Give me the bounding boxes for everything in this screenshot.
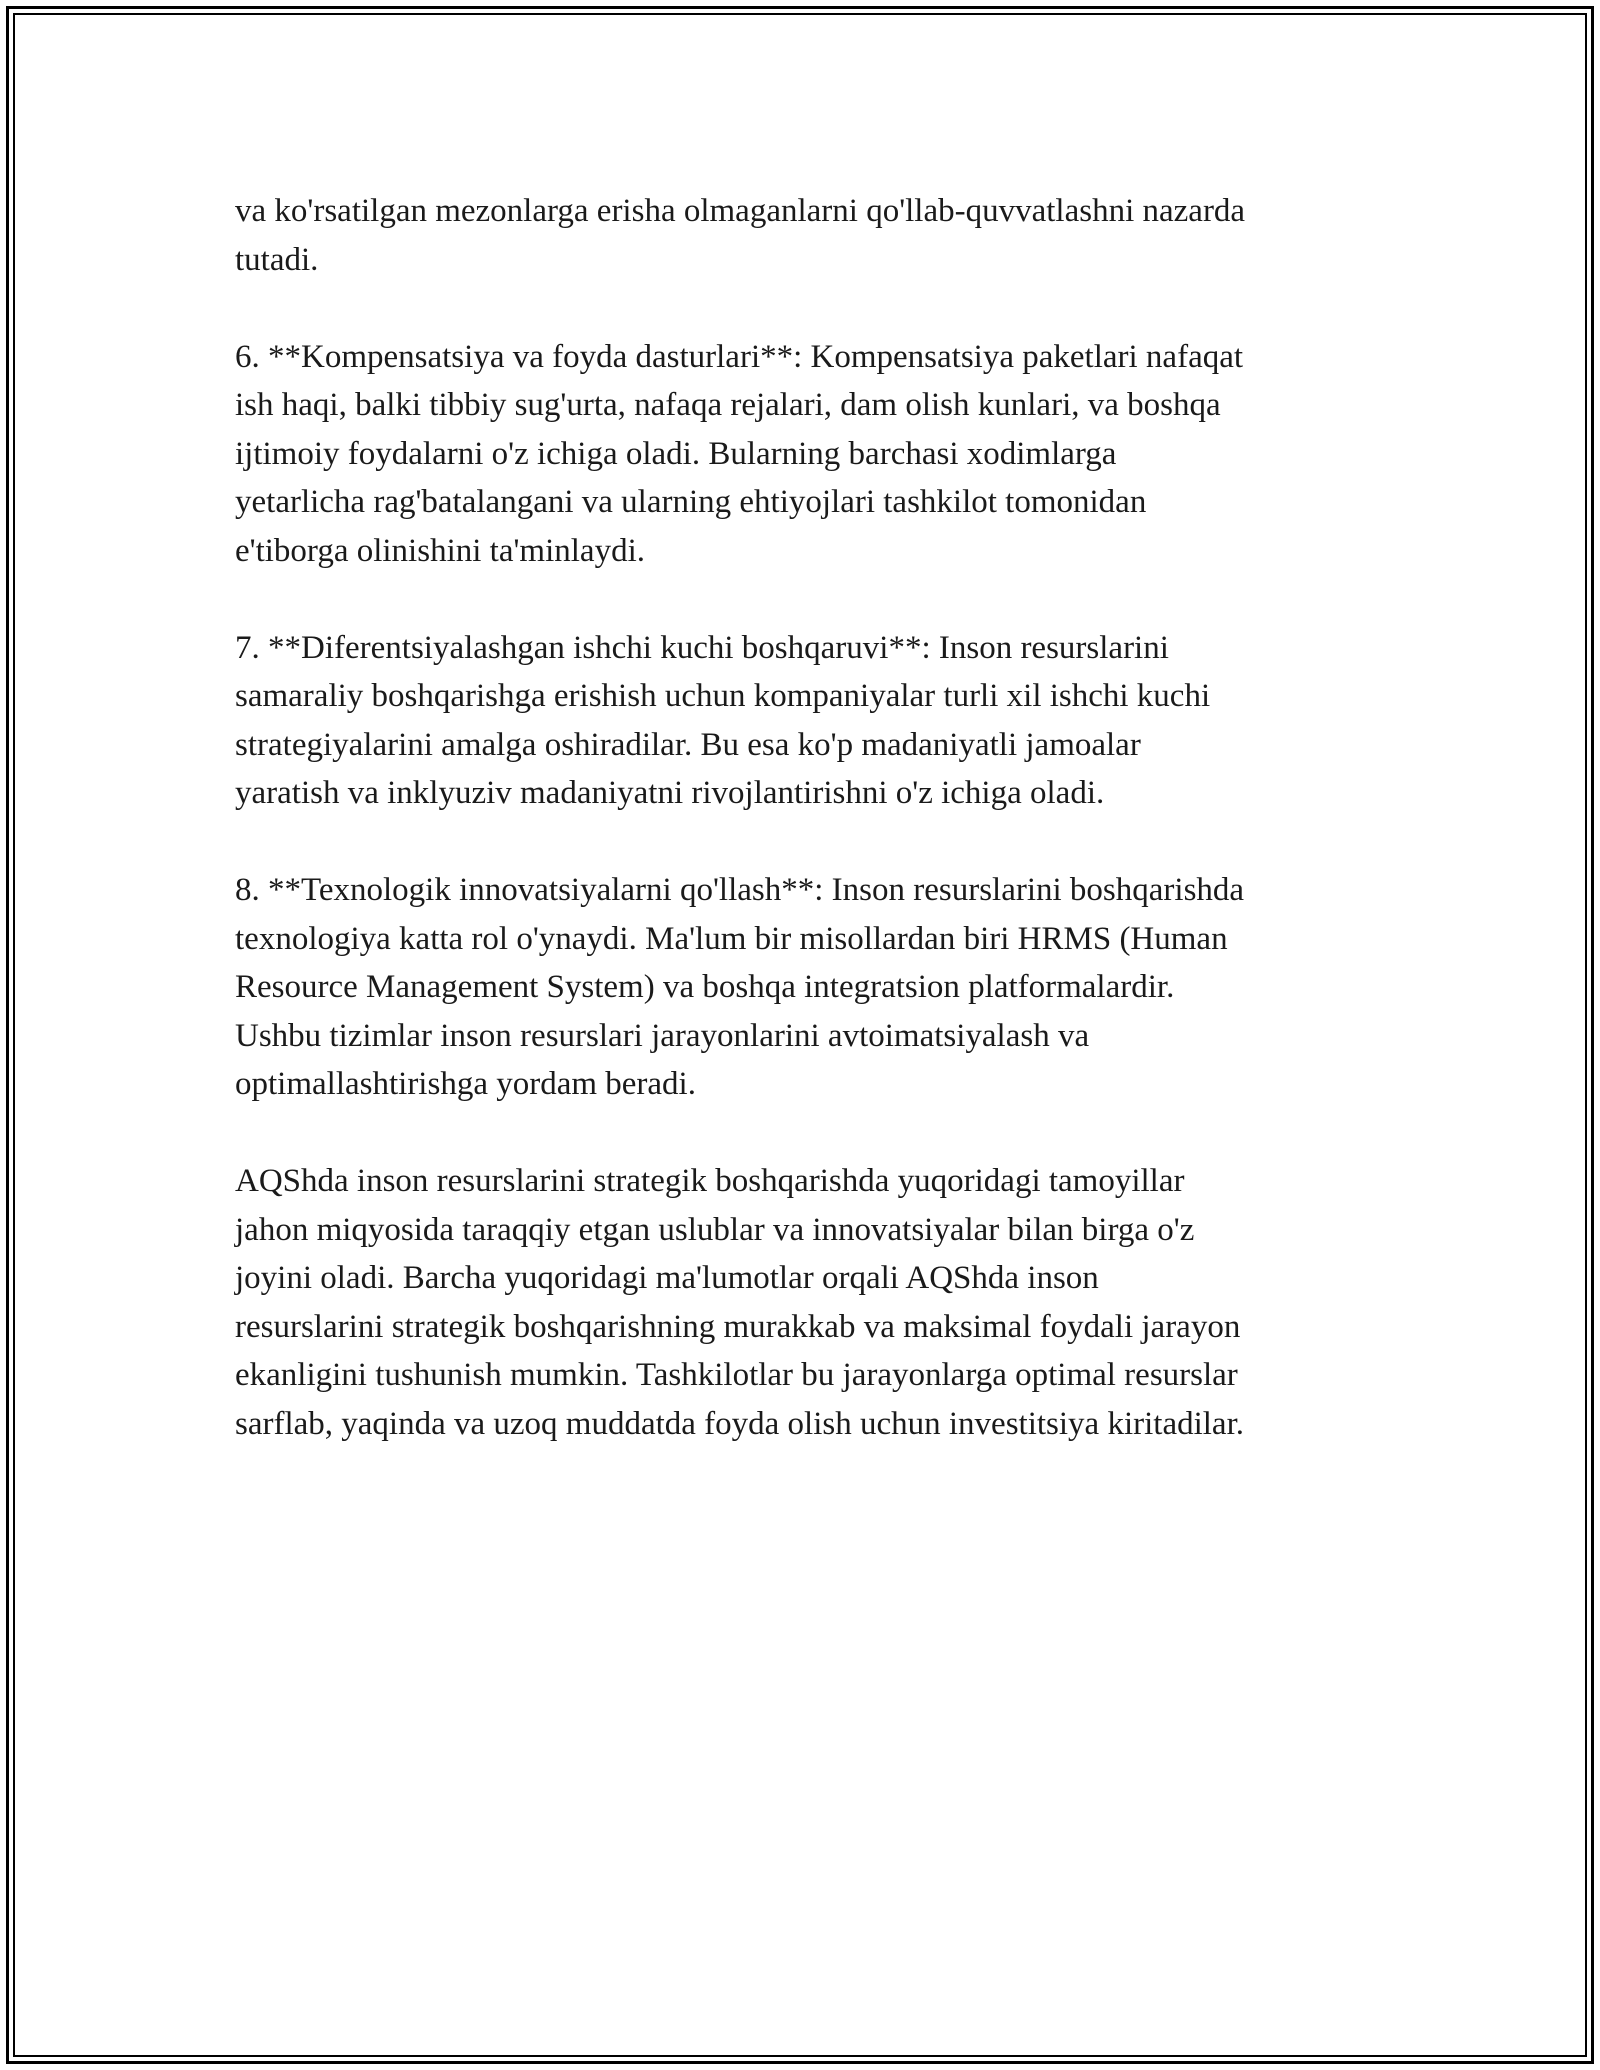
paragraph-item-6: 6. **Kompensatsiya va foyda dasturlari**: Kompensatsiya paketlari nafaqat ish haqi, balki tibbiy sug'urta, nafaqa rejalari, dam olish kunlari, va boshqa ijtimoiy foydalarni o'z ichiga oladi. Bularning barchasi xodimlarga yetarlicha rag'batalangani va ularning ehtiyojlari tashkilot tomonidan e'tiborga olinishini ta'minlaydi.	[235, 338, 1244, 569]
paragraph-continuation: va ko'rsatilgan mezonlarga erisha olmaganlarni qo'llab-quvvatlashni nazarda tutadi.	[235, 193, 1246, 278]
paragraph-conclusion: AQShda inson resurslarini strategik boshqarishda yuqoridagi tamoyillar jahon miqyosida taraqqiy etgan uslublar va innovatsiyalar bilan birga o'z joyini oladi. Barcha yuqoridagi ma'lumotlar orqali AQShda inson resurslarini strategik boshqarishning murakkab va maksimal foydali jarayon ekanligini tushunish mumkin. Tashkilotlar bu jarayonlarga optimal resurslar sarflab, yaqinda va uzoq muddatda foyda olish uchun investitsiya kiritadilar.	[235, 1163, 1244, 1442]
paragraph-item-7: 7. **Diferentsiyalashgan ishchi kuchi boshqaruvi**: Inson resurslarini samaraliy boshqarishga erishish uchun kompaniyalar turli xil ishchi kuchi strategiyalarini amalga oshiradilar. Bu esa ko'p madaniyatli jamoalar yaratish va inklyuziv madaniyatni rivojlantirishni o'z ichiga oladi.	[235, 629, 1211, 811]
paragraph-item-8: 8. **Texnologik innovatsiyalarni qo'llash**: Inson resurslarini boshqarishda texnologiya katta rol o'ynaydi. Ma'lum bir misollardan biri HRMS (Human Resource Management System) va boshqa integratsion platformalardir. Ushbu tizimlar inson resurslari jarayonlarini avtoimatsiyalash va optimallashtirishga yordam beradi.	[235, 872, 1245, 1102]
document-body	[235, 187, 1365, 1497]
